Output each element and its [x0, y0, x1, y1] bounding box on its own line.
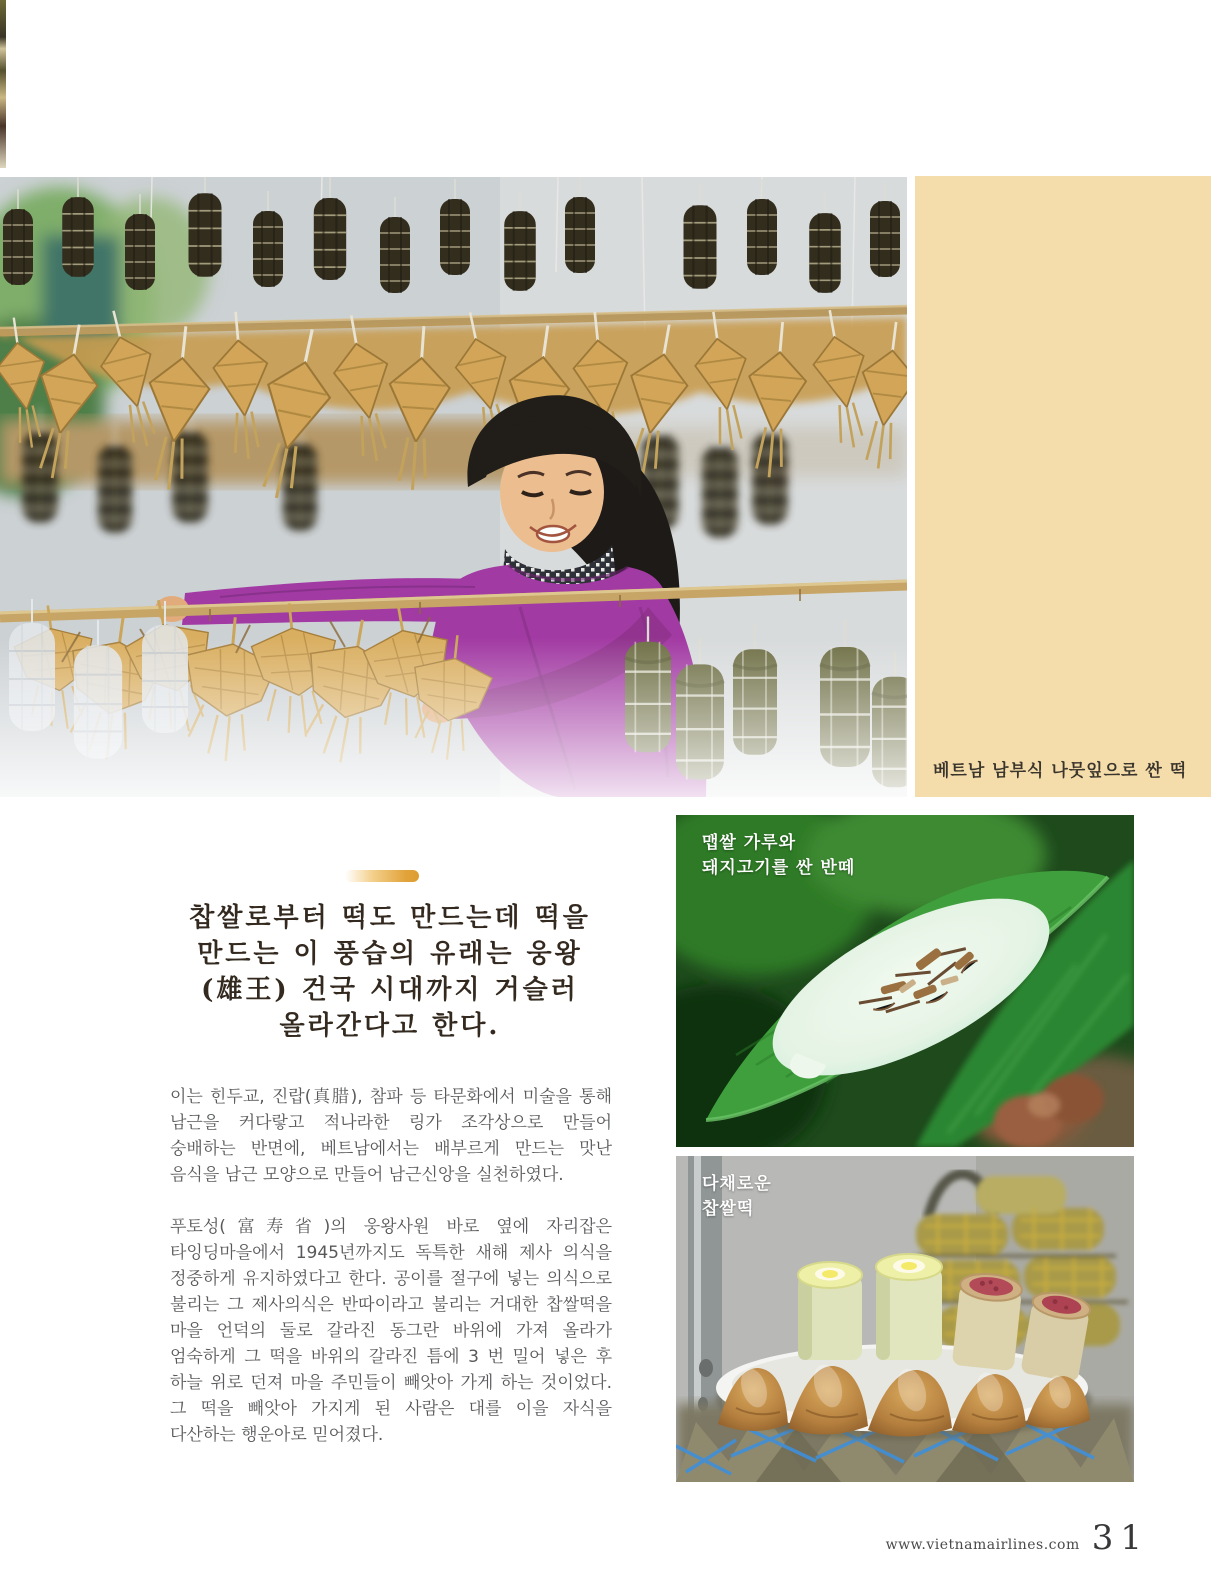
hero-photo-hanging-rice-cakes: [0, 177, 907, 797]
adjacent-page-bleed: [0, 0, 6, 168]
photo-chapssal-caption: [702, 1172, 772, 1222]
photo-banhte: [676, 815, 1134, 1147]
pull-quote-line: 만드는 이 풍습의 유래는 웅왕: [197, 939, 583, 969]
gold-divider: [345, 870, 419, 882]
page-footer: [886, 1518, 1149, 1558]
footer-page-number: 31: [1091, 1518, 1149, 1558]
hero-caption: 베트남 남부식 나뭇잎으로 싼 떡: [933, 761, 1188, 781]
pull-quote-line: (雄王) 건국 시대까지 거슬러: [201, 975, 579, 1005]
photo-banhte-caption: [702, 831, 855, 881]
article-paragraph-1: 이는 힌두교, 진랍(真腊), 참파 등 타문화에서 미술을 통해 남근을 커다랗고 적나라한 링가 조각상으로 만들어 숭배하는 반면에, 베트남에서는 배부르게 만드는 맛난 음식을 남근 모양으로 만들어 남근신앙을 실천하였다.: [170, 1087, 612, 1185]
pull-quote-line: 찹쌀로부터 떡도 만드는데 떡을: [189, 903, 591, 933]
photo-chapssal-caption-line: 찹쌀떡: [702, 1199, 755, 1219]
hero-caption-panel: [915, 176, 1211, 797]
footer-website-url: www.vietnamairlines.com: [885, 1537, 1080, 1553]
hero-photo-illustration: [0, 177, 907, 797]
photo-chapssal-caption-line: 다채로운: [702, 1174, 772, 1194]
pull-quote: [150, 900, 630, 1044]
article-paragraph-2: 푸토성(富寿省)의 웅왕사원 바로 옆에 자리잡은 타잉딩마을에서 1945년까지도 독특한 새해 제사 의식을 정중하게 유지하였다고 한다. 공이를 절구에 넣는 의식으로 불리는 그 제사의식은 반따이라고 불리는 거대한 찹쌀떡을 마을 언덕의 둘로 갈라진 동그란 바위에 가져 올라가 엄숙하게 그 떡을 바위의 갈라진 틈에 3 번 밀어 넣은 후 하늘 위로 던져 마을 주민들이 빼앗아 가게 하는 것이었다. 그 떡을 빼앗아 가지게 된 사람은 대를 이을 자식을 다산하는 행운아로 믿어졌다.: [170, 1217, 612, 1445]
article-body: [170, 1084, 612, 1474]
pull-quote-line: 올라간다고 한다.: [279, 1011, 501, 1041]
photo-chapssal: [676, 1156, 1134, 1482]
photo-banhte-caption-line: 맵쌀 가루와: [702, 833, 797, 853]
photo-banhte-caption-line: 돼지고기를 싼 반떼: [702, 858, 856, 878]
